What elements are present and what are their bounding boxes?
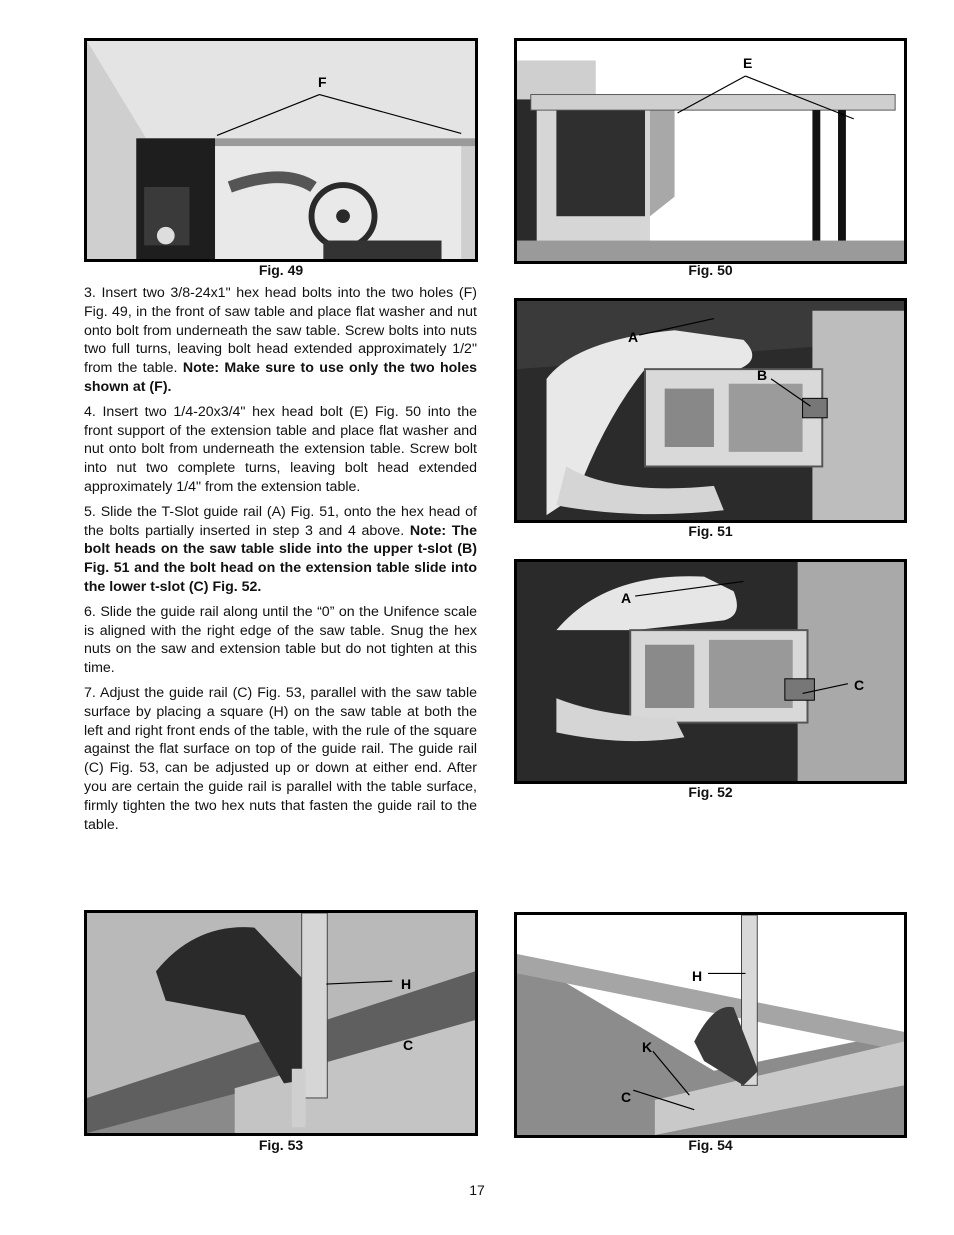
label-c: C [854,677,865,693]
caption-fig-53: Fig. 53 [258,1137,304,1153]
page-number: 17 [469,1182,485,1198]
figure-53-photo [87,913,475,1133]
figure-52-photo [517,562,904,781]
label-c: C [621,1089,632,1105]
step-5: 5. Slide the T-Slot guide rail (A) Fig. 51, onto the hex head of the bolts partially inserted in step 3 and 4 above. Note: The bolt heads on the saw table slide into the upper t-slot (B) Fig. 51 and the bolt head on the extension table slide into the lower t-slot (C) Fig. 52. [84,503,477,595]
label-k: K [642,1039,653,1055]
caption-fig-50: Fig. 50 [688,262,733,278]
step-7: 7. Adjust the guide rail (C) Fig. 53, parallel with the saw table surface by placing a square (H) on the saw table at both the left and right front ends of the table, with the rule of the square against the flat surface on top of the guide rail. The guide rail (C) Fig. 53, can be adjusted up or down at either end. After you are certain the guide rail is parallel with the table surface, firmly tighten the two hex nuts that fasten the guide rail to the table. [84,684,477,833]
figure-50 [514,38,907,264]
label-a: A [628,329,639,345]
figure-54 [514,912,907,1138]
caption-fig-54: Fig. 54 [688,1137,733,1153]
step-4: 4. Insert two 1/4-20x3/4" hex head bolt (E) Fig. 50 into the front support of the extension table and place flat washer and nut onto bolt from underneath the extension table. Screw bolt into nut two complete turns, leaving bolt head extended approximately 1/4" from the extension table. [84,403,477,495]
step-5-note: Note: The bolt heads on the saw table slide into the upper t-slot (B) Fig. 51 and the bolt head on the extension table slide into the lower t-slot (C) Fig. 52. [84,522,477,595]
caption-fig-52: Fig. 52 [688,784,733,800]
figure-49 [84,38,478,262]
figure-51 [514,298,907,523]
label-f: F [318,74,327,90]
step-3: 3. Insert two 3/8-24x1" hex head bolts into the two holes (F) Fig. 49, in the front of saw table and place flat washer and nut onto bolt from underneath the saw table. Screw bolts into nuts two full turns, leaving bolt head extended approximately 1/2" from the table. Note: Make sure to use only the two holes shown at (F). [84,285,477,395]
figure-54-photo [517,915,904,1135]
step-6: 6. Slide the guide rail along until the “0” on the Unifence scale is aligned with the right edge of the saw table. Snug the hex nuts on the saw and extension table but do not tighten at this time. [84,603,477,677]
figure-49-photo [87,41,475,259]
label-b: B [757,367,768,383]
step-3-note: Note: Make sure to use only the two holes shown at (F). [84,360,477,395]
label-h: H [692,968,703,984]
caption-fig-51: Fig. 51 [688,523,733,539]
figure-52 [514,559,907,784]
figure-50-photo [517,41,904,261]
label-h: H [401,976,412,992]
figure-53 [84,910,478,1136]
instructions-text [84,284,477,840]
label-c: C [403,1037,414,1053]
label-e: E [743,55,753,71]
label-a: A [621,590,632,606]
figure-51-photo [517,301,904,520]
caption-fig-49: Fig. 49 [258,262,304,278]
